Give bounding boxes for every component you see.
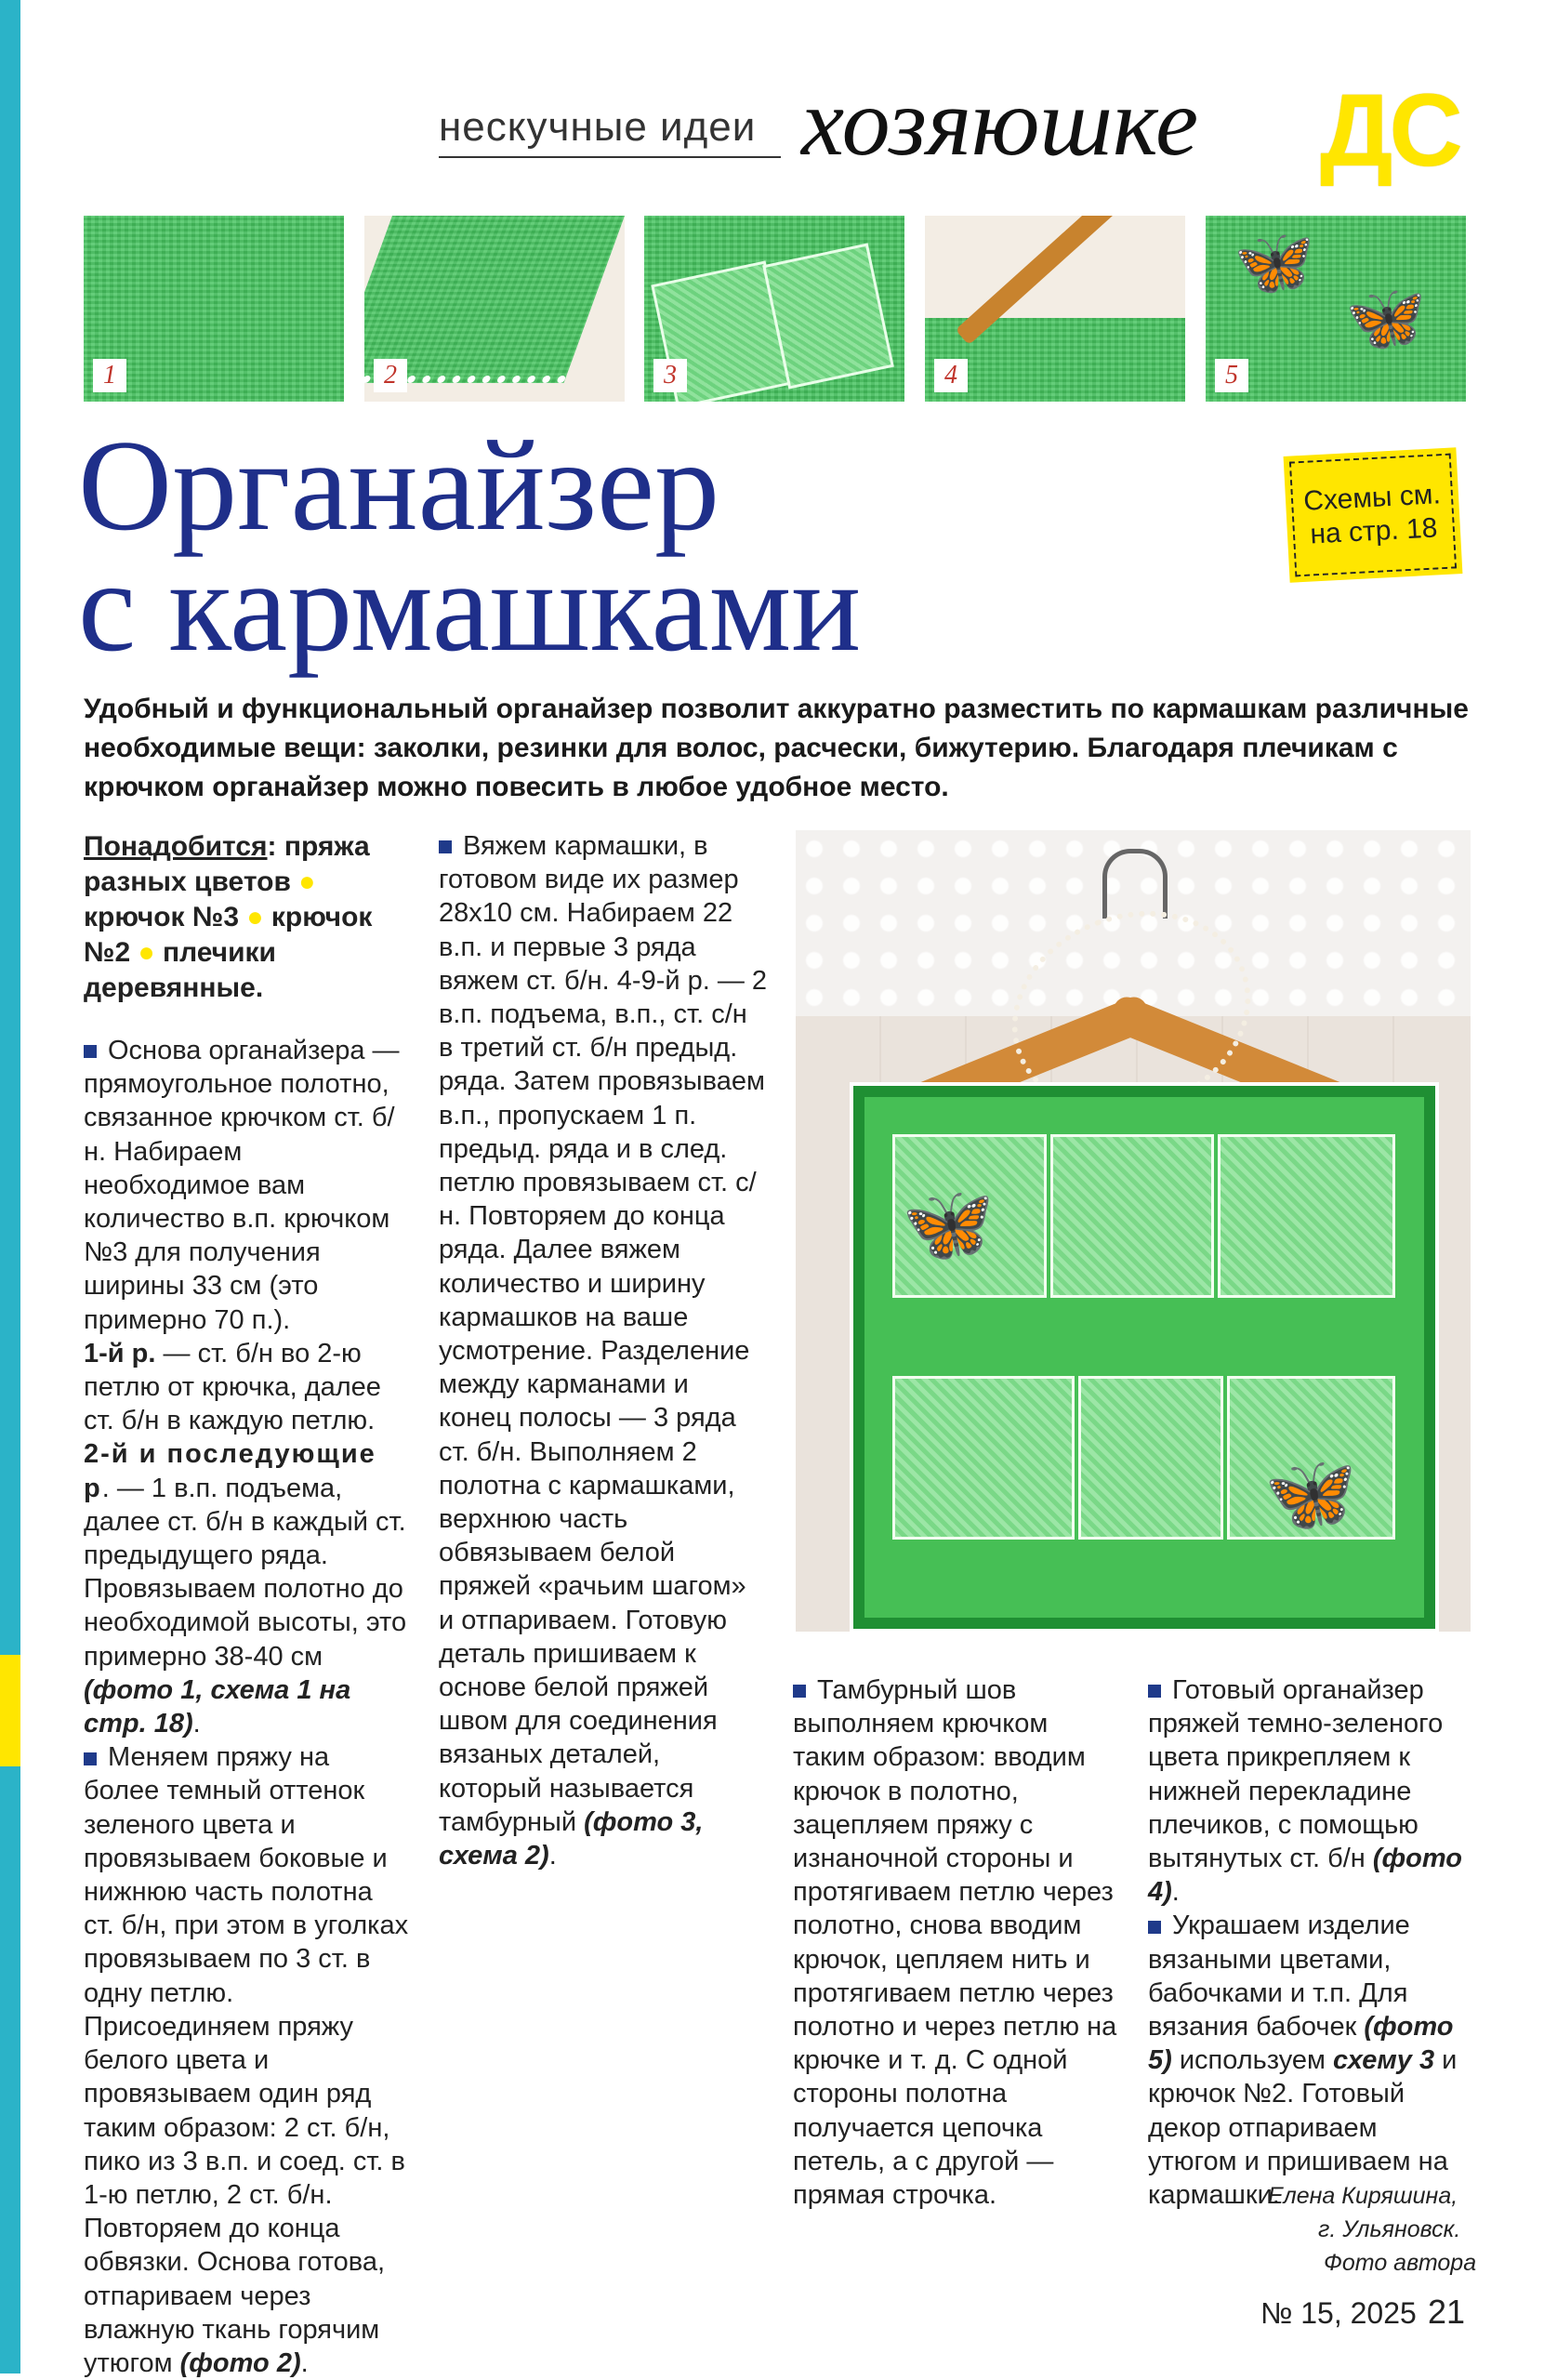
row-1-label: 1-й р. xyxy=(84,1338,156,1368)
title-line-2: с кармашками xyxy=(78,535,862,679)
header-underline xyxy=(439,156,781,158)
butterfly-icon: 🦋 xyxy=(1264,1452,1357,1535)
bullet-square-icon xyxy=(1148,1685,1161,1698)
thumbnail-photo-5 xyxy=(1206,216,1466,402)
row-1-text: — ст. б/н во 2-ю петлю от крючка, далее ст. б/н в каждую петлю. xyxy=(84,1338,381,1436)
knit-texture xyxy=(364,216,625,383)
paragraph-tambour xyxy=(793,1673,1124,2212)
badge-line-1: Схемы см. xyxy=(1302,479,1442,517)
text-column-1 xyxy=(84,829,409,2380)
butterfly-icon: 🦋 xyxy=(1345,282,1427,354)
issue-number: № 15, 2025 xyxy=(1260,2296,1417,2330)
materials-text-4: плечики деревянные. xyxy=(84,937,276,1003)
materials-text-3: крючок №2 xyxy=(84,902,373,968)
magazine-logo: ДС xyxy=(1320,73,1459,188)
paragraph-decor xyxy=(1148,1909,1471,2212)
thumbnail-number: 1 xyxy=(93,359,126,392)
bullet-square-icon xyxy=(793,1685,806,1698)
paragraph-decor-text-a: Украшаем изделие вязаными цветами, бабочками и т.п. Для вязания бабочек xyxy=(1148,1911,1410,2043)
bullet-square-icon xyxy=(439,840,452,853)
row-2-label: 2-й и последующие р xyxy=(84,1439,376,1503)
text-column-3 xyxy=(793,1673,1124,2212)
bullet-dot-icon: ● xyxy=(298,866,316,897)
photo-credit: Фото автора xyxy=(1324,2250,1477,2276)
thumbnail-photo-1 xyxy=(84,216,344,402)
thumbnail-photo-3 xyxy=(644,216,904,402)
section-title: хозяюшке xyxy=(801,69,1199,176)
hanger-hook xyxy=(1102,849,1168,919)
pocket xyxy=(1078,1376,1223,1540)
side-bar-yellow xyxy=(0,1655,20,1766)
article-title xyxy=(78,414,862,679)
paragraph-base xyxy=(84,1034,409,1337)
thumbnail-number: 2 xyxy=(374,359,407,392)
pocket xyxy=(1050,1134,1214,1298)
bullet-square-icon xyxy=(84,1752,97,1765)
pocket xyxy=(1218,1134,1395,1298)
knitted-organizer xyxy=(853,1086,1435,1629)
paragraph-attach: Готовый органайзер пряжей темно-зеленого цвета прикрепляем к нижней перекладине плечиков, с помощью вытянутых ст. б/н (фото 4). xyxy=(1148,1675,1463,1908)
paragraph-base-text: Основа органайзера — прямоугольное полотно, связанное крючком ст. б/н. Набираем необходимое вам количество в.п. крючком №3 для получения ширины 33 см (это примерно 70 п.). xyxy=(84,1036,400,1335)
paragraph-row-1 xyxy=(84,1337,409,1438)
butterfly-icon: 🦋 xyxy=(1234,226,1315,298)
materials-label: Понадобится xyxy=(84,831,268,862)
lead-paragraph: Удобный и функциональный органайзер позволит аккуратно разместить по кармашкам различные необходимые вещи: заколки, резинки для волос, расчески, бижутерию. Благодаря плечикам с крючком органайзер можно повесить в любое удобное место. xyxy=(84,694,1469,802)
author-name: Елена Киряшина, xyxy=(1268,2183,1458,2209)
thumbnail-number: 5 xyxy=(1215,359,1248,392)
bullet-square-icon xyxy=(1148,1921,1161,1934)
thumbnail-photo-4 xyxy=(925,216,1185,402)
paragraph-pockets: Вяжем кармашки, в готовом виде их размер 28х10 см. Набираем 22 в.п. и первые 3 ряда вяжем ст. б/н. 4-9-й р. — 2 в.п. подъема, в.п., ст. с/н в третий ст. б/н предыд. ряда. Затем провязываем в.п., пропускаем 1 п. предыд. ряда и в след. петлю провязываем ст. с/н. Повторяем до конца ряда. Далее вяжем количество и ширину кармашков на ваше усмотрение. Разделение между карманами и конец полосы — 3 ряда ст. б/н. Выполняем 2 полотна с кармашками, верхнюю часть обвязываем белой пряжей «рачьим шагом» и отпариваем. Готовую деталь пришиваем к основе белой пряжей швом для соединения вязаных деталей, который называется тамбурный (фото 3, схема 2). xyxy=(439,831,768,1871)
schemes-badge xyxy=(1289,454,1457,577)
paragraph-edging: Меняем пряжу на более темный оттенок зеленого цвета и провязываем боковые и нижнюю часть полотна ст. б/н, при этом в уголках провязываем по 3 ст. в одну петлю. Присоединяем пряжу белого цвета и провязываем один ряд таким образом: 2 ст. б/н, пико из 3 в.п. и соед. ст. в 1-ю петлю, 2 ст. б/н. Повторяем до конца обвязки. Основа готова, отпариваем через влажную ткань горячим утюгом (фото 2). xyxy=(84,1742,409,2378)
paragraph-attach-text: Готовый органайзер пряжей темно-зеленого цвета прикрепляем к нижней перекладине плечиков, с помощью вытянутых ст. б/н xyxy=(1148,1675,1444,1874)
row-2-text: . — 1 в.п. подъема, далее ст. б/н в каждый ст. предыдущего ряда. Провязываем полотно до необходимой высоты, это примерно 38-40 см xyxy=(84,1473,407,1672)
thumbnail-photo-2 xyxy=(364,216,625,402)
paragraph-pockets-text: Вяжем кармашки, в готовом виде их размер 28х10 см. Набираем 22 в.п. и первые 3 ряда вяжем ст. б/н. 4-9-й р. — 2 в.п. подъема, в.п., ст. с/н в третий ст. б/н предыд. ряда. Затем провязываем в.п., пропускаем 1 п. предыд. ряда и в след. петлю провязываем ст. с/н. Повторяем до конца ряда. Далее вяжем количество и ширину кармашков на ваше усмотрение. Разделение между карманами и конец полосы — 3 ряда ст. б/н. Выполняем 2 полотна с кармашками, верхнюю часть обвязываем белой пряжей «рачьим шагом» и отпариваем. Готовую деталь пришиваем к основе белой пряжей швом для соединения вязаных деталей, который называется тамбурный xyxy=(439,831,768,1837)
badge-line-2: на стр. 18 xyxy=(1309,512,1439,550)
bullet-square-icon xyxy=(84,1045,97,1058)
butterfly-icon: 🦋 xyxy=(902,1183,995,1265)
paragraph-row-2: 2-й и последующие р. — 1 в.п. подъема, далее ст. б/н в каждый ст. предыдущего ряда. Провязываем полотно до необходимой высоты, это примерно 38-40 см (фото 1, схема 1 на стр. 18). xyxy=(84,1439,407,1739)
photo-4-reference: (фото 4) xyxy=(1148,1844,1463,1908)
paragraph-tambour-text: Тамбурный шов выполняем крючком таким образом: вводим крючок в полотно, зацепляем пряжу с изнаночной стороны и протягиваем петлю через полотно, снова вводим крючок, цепляем нить и протягиваем петлю через полотно и через петлю на крючке и т. д. С одной стороны полотна получается цепочка петель, а с другой — прямая строчка. xyxy=(793,1675,1117,2211)
paragraph-decor-text-b: используем xyxy=(1171,2045,1334,2076)
materials-text-1: : пряжа разных цветов xyxy=(84,831,370,897)
author-city: г. Ульяновск. xyxy=(1318,2216,1461,2242)
bullet-dot-icon: ● xyxy=(246,902,264,932)
header-subtitle: нескучные идеи xyxy=(439,104,757,150)
text-column-4 xyxy=(1148,1673,1471,2212)
text-column-2 xyxy=(439,829,768,1872)
materials-text-2: крючок №3 xyxy=(84,902,240,932)
pocket xyxy=(892,1376,1075,1540)
bullet-dot-icon: ● xyxy=(138,937,155,968)
photo-5-reference: (фото 5) xyxy=(1148,2012,1454,2076)
paragraph-edging-text: Меняем пряжу на более темный оттенок зеленого цвета и провязываем боковые и нижнюю часть полотна ст. б/н, при этом в уголках провязываем по 3 ст. в одну петлю. Присоединяем пряжу белого цвета и провязываем один ряд таким образом: 2 ст. б/н, пико из 3 в.п. и соед. ст. в 1-ю петлю, 2 ст. б/н. Повторяем до конца обвязки. Основа готова, отпариваем через влажную ткань горячим утюгом xyxy=(84,1742,409,2378)
thumbnail-number: 4 xyxy=(934,359,968,392)
side-bar-cyan xyxy=(0,0,20,1655)
organizer-photo xyxy=(796,830,1471,1632)
side-bar-cyan-lower xyxy=(0,1766,20,2373)
row-2-reference: (фото 1, схема 1 на стр. 18) xyxy=(84,1674,351,1739)
paragraph-decor-text-c: и крючок №2. Готовый декор отпариваем утюгом и пришиваем на кармашки. xyxy=(1148,2045,1458,2211)
title-line-1: Органайзер xyxy=(78,414,720,558)
scheme-3-reference: схему 3 xyxy=(1333,2045,1435,2076)
materials-paragraph xyxy=(84,829,409,1006)
thumbnail-number: 3 xyxy=(653,359,687,392)
photo-2-reference: (фото 2) xyxy=(179,2347,301,2378)
photo-3-reference: (фото 3, схема 2) xyxy=(439,1806,704,1871)
page-number: 21 xyxy=(1428,2293,1466,2331)
